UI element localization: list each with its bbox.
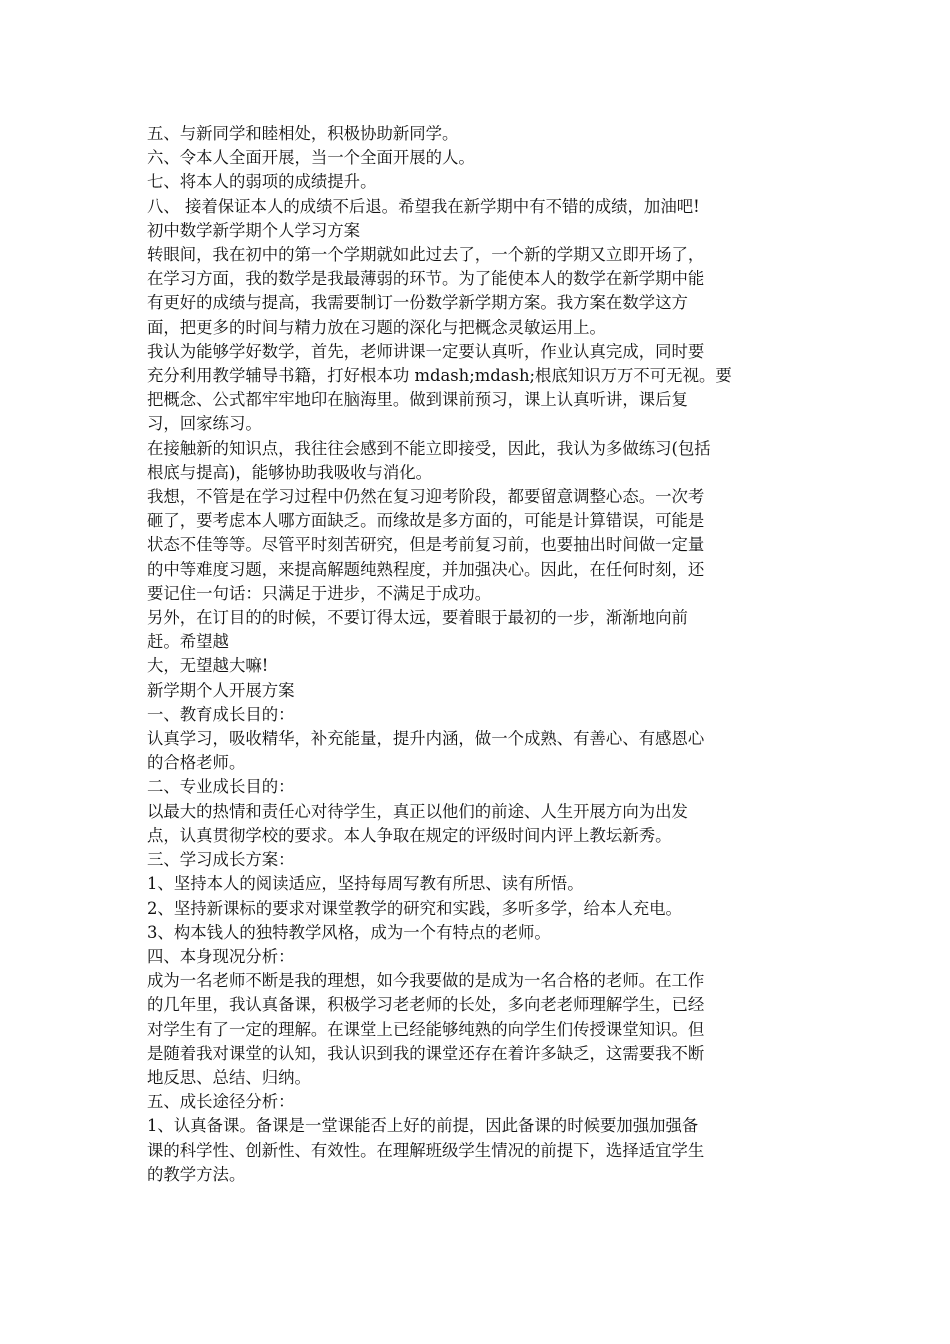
text-line: 有更好的成绩与提高，我需要制订一份数学新学期方案。我方案在数学这方 xyxy=(147,293,688,313)
text-line: 3、构本钱人的独特教学风格，成为一个有特点的老师。 xyxy=(147,922,551,942)
text-line: 成为一名老师不断是我的理想，如今我要做的是成为一名合格的老师。在工作 xyxy=(147,971,705,991)
text-line: 的中等难度习题，来提高解题纯熟程度，并加强决心。因此，在任何时刻，还 xyxy=(147,559,705,579)
text-line: 对学生有了一定的理解。在课堂上已经能够纯熟的向学生们传授课堂知识。但 xyxy=(147,1019,705,1039)
text-line: 充分利用教学辅导书籍，打好根本功 mdash;mdash;根底知识万万不可无视。要 xyxy=(147,366,732,386)
text-line: 认真学习，吸收精华，补充能量，提升内涵，做一个成熟、有善心、有感恩心 xyxy=(147,729,705,749)
text-line: 课的科学性、创新性、有效性。在理解班级学生情况的前提下，选择适宜学生 xyxy=(147,1140,705,1160)
text-line: 七、将本人的弱项的成绩提升。 xyxy=(147,172,377,192)
text-line: 八、 接着保证本人的成绩不后退。希望我在新学期中有不错的成绩，加油吧! xyxy=(147,196,700,216)
text-line: 把概念、公式都牢牢地印在脑海里。做到课前预习，课上认真听讲，课后复 xyxy=(147,390,688,410)
text-line: 习，回家练习。 xyxy=(147,414,262,434)
text-line: 根底与提高)，能够协助我吸收与消化。 xyxy=(147,462,433,482)
text-line: 转眼间，我在初中的第一个学期就如此过去了，一个新的学期又立即开场了， xyxy=(147,245,705,265)
text-line: 砸了，要考虑本人哪方面缺乏。而缘故是多方面的，可能是计算错误，可能是 xyxy=(147,511,705,531)
text-line: 要记住一句话：只满足于进步，不满足于成功。 xyxy=(147,583,492,603)
document-page xyxy=(147,122,807,1187)
text-line: 面，把更多的时间与精力放在习题的深化与把概念灵敏运用上。 xyxy=(147,317,606,337)
text-line: 一、教育成长目的： xyxy=(147,704,295,724)
text-line: 四、本身现况分析： xyxy=(147,946,295,966)
text-line: 以最大的热情和责任心对待学生，真正以他们的前途、人生开展方向为出发 xyxy=(147,801,688,821)
text-line: 大，无望越大嘛! xyxy=(147,656,269,676)
text-line: 初中数学新学期个人学习方案 xyxy=(147,220,361,240)
text-line: 地反思、总结、归纳。 xyxy=(147,1067,311,1087)
text-line: 点，认真贯彻学校的要求。本人争取在规定的评级时间内评上教坛新秀。 xyxy=(147,825,672,845)
text-line: 赶。希望越 xyxy=(147,632,229,652)
text-line: 五、与新同学和睦相处，积极协助新同学。 xyxy=(147,124,459,143)
text-line: 状态不佳等等。尽管平时刻苦研究，但是考前复习前，也要抽出时间做一定量 xyxy=(147,535,705,555)
text-line: 我想，不管是在学习过程中仍然在复习迎考阶段，都要留意调整心态。一次考 xyxy=(147,487,705,507)
text-line: 三、学习成长方案： xyxy=(147,850,295,870)
text-line: 的合格老师。 xyxy=(147,753,246,773)
text-line: 是随着我对课堂的认知，我认识到我的课堂还存在着许多缺乏，这需要我不断 xyxy=(147,1043,705,1063)
text-line: 1、认真备课。备课是一堂课能否上好的前提，因此备课的时候要加强加强备 xyxy=(147,1116,699,1136)
text-line: 我认为能够学好数学，首先，老师讲课一定要认真听，作业认真完成，同时要 xyxy=(147,341,705,361)
text-line: 新学期个人开展方案 xyxy=(147,680,295,700)
text-line: 1、坚持本人的阅读适应，坚持每周写教有所思、读有所悟。 xyxy=(147,874,584,894)
text-line: 2、坚持新课标的要求对课堂教学的研究和实践，多听多学，给本人充电。 xyxy=(147,898,682,918)
text-line: 另外，在订目的的时候，不要订得太远，要着眼于最初的一步，渐渐地向前 xyxy=(147,608,688,628)
text-line: 的教学方法。 xyxy=(147,1164,246,1184)
text-line: 五、成长途径分析： xyxy=(147,1092,295,1112)
text-line: 二、专业成长目的： xyxy=(147,777,295,797)
text-line: 的几年里，我认真备课，积极学习老老师的长处，多向老老师理解学生，已经 xyxy=(147,995,705,1015)
text-line: 六、令本人全面开展，当一个全面开展的人。 xyxy=(147,148,475,168)
text-line: 在学习方面，我的数学是我最薄弱的环节。为了能使本人的数学在新学期中能 xyxy=(147,269,705,289)
text-line: 在接触新的知识点，我往往会感到不能立即接受，因此，我认为多做练习(包括 xyxy=(147,438,711,458)
